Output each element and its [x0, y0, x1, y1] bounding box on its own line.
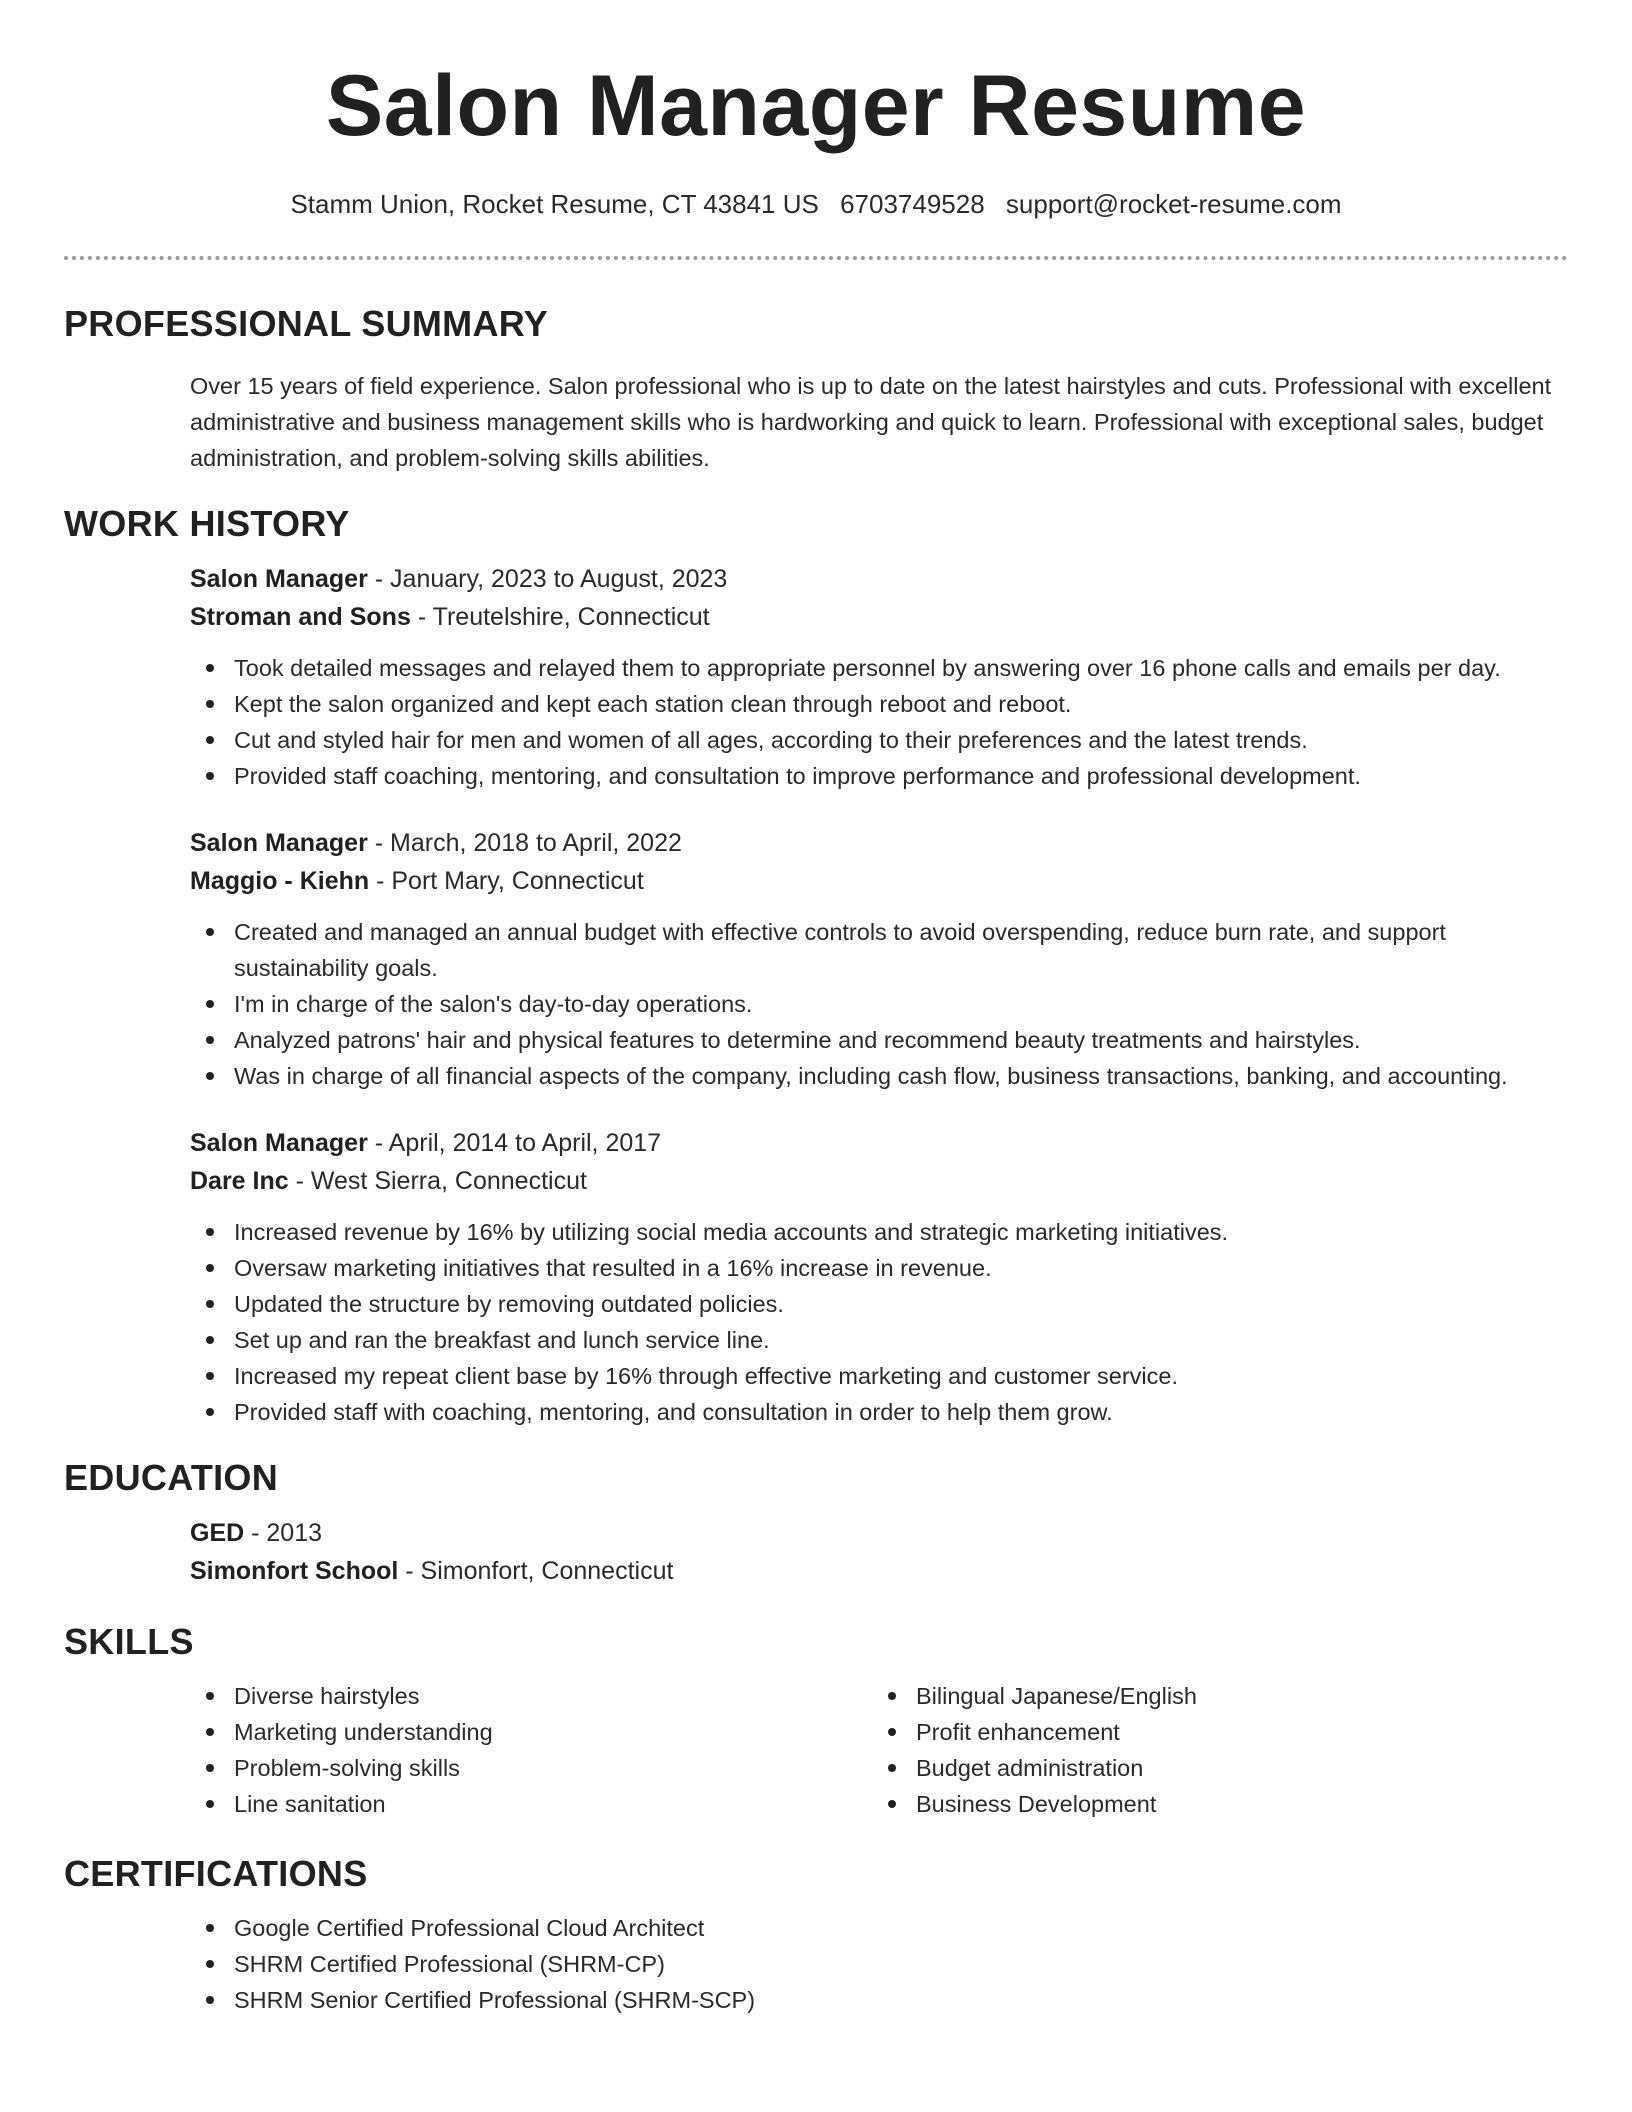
skills-heading: SKILLS — [64, 1621, 194, 1662]
list-item: Created and managed an annual budget with effective controls to avoid overspending, reduce burn rate, and support sustainability goals. — [190, 914, 1568, 986]
list-item: Took detailed messages and relayed them to appropriate personnel by answering over 16 phone calls and emails per day. — [190, 650, 1568, 686]
list-item: Increased revenue by 16% by utilizing social media accounts and strategic marketing initiatives. — [190, 1214, 1568, 1250]
job-dates: - March, 2018 to April, 2022 — [367, 829, 682, 857]
skill-item: Profit enhancement — [872, 1714, 1512, 1750]
job-title-line — [190, 824, 1568, 862]
list-item: Oversaw marketing initiatives that resulted in a 16% increase in revenue. — [190, 1250, 1568, 1286]
resume-title: Salon Manager Resume — [325, 58, 1307, 154]
job-company-line — [190, 1162, 1568, 1200]
job-bullets — [190, 914, 1568, 1094]
summary-heading: PROFESSIONAL SUMMARY — [64, 303, 549, 344]
contact-line — [64, 188, 1568, 220]
job-title-line — [190, 560, 1568, 598]
work-history-heading: WORK HISTORY — [64, 503, 350, 544]
certification-item: SHRM Certified Professional (SHRM-CP) — [190, 1946, 1568, 1982]
skill-item: Diverse hairstyles — [190, 1678, 872, 1714]
job-company-line — [190, 862, 1568, 900]
contact-phone: 6703749528 — [840, 189, 985, 219]
job-entry-3 — [190, 1124, 1568, 1430]
job-title-line — [190, 1124, 1568, 1162]
skill-item: Budget administration — [872, 1750, 1512, 1786]
job-title: Salon Manager — [190, 565, 368, 593]
list-item: Was in charge of all financial aspects of the company, including cash flow, business transactions, banking, and accounting. — [190, 1058, 1568, 1094]
education-heading: EDUCATION — [64, 1457, 279, 1498]
resume-page — [64, 0, 1568, 2018]
skill-item: Bilingual Japanese/English — [872, 1678, 1512, 1714]
contact-address: Stamm Union, Rocket Resume, CT 43841 US — [290, 189, 819, 219]
contact-email: support@rocket-resume.com — [1005, 189, 1342, 219]
certification-item: Google Certified Professional Cloud Architect — [190, 1910, 1568, 1946]
job-dates: - April, 2014 to April, 2017 — [367, 1129, 662, 1157]
list-item: Updated the structure by removing outdated policies. — [190, 1286, 1568, 1322]
job-location: - West Sierra, Connecticut — [288, 1167, 587, 1195]
job-title: Salon Manager — [190, 1129, 368, 1157]
job-location: - Treutelshire, Connecticut — [410, 603, 710, 631]
job-entry-1 — [190, 560, 1568, 794]
job-dates: - January, 2023 to August, 2023 — [367, 565, 728, 593]
list-item: Provided staff with coaching, mentoring, and consultation in order to help them grow. — [190, 1394, 1568, 1430]
list-item: Cut and styled hair for men and women of all ages, according to their preferences and the latest trends. — [190, 722, 1568, 758]
job-bullets — [190, 650, 1568, 794]
skill-item: Marketing understanding — [190, 1714, 872, 1750]
summary-text: Over 15 years of field experience. Salon professional who is up to date on the latest hairstyles and cuts. Professional with excellent administrative and business management skills who is hardworking and quick to learn. Professional with exceptional sales, budget administration, and problem-solving skills abilities. — [190, 373, 1552, 471]
degree-year: - 2013 — [244, 1519, 323, 1547]
certifications-list — [190, 1910, 1568, 2018]
list-item: Provided staff coaching, mentoring, and consultation to improve performance and professional development. — [190, 758, 1568, 794]
job-title: Salon Manager — [190, 829, 368, 857]
certification-item: SHRM Senior Certified Professional (SHRM-SCP) — [190, 1982, 1568, 2018]
list-item: Increased my repeat client base by 16% through effective marketing and customer service. — [190, 1358, 1568, 1394]
education-entry — [190, 1514, 1568, 1590]
job-location: - Port Mary, Connecticut — [369, 867, 644, 895]
skill-item: Problem-solving skills — [190, 1750, 872, 1786]
school-name: Simonfort School — [190, 1557, 399, 1585]
list-item: Analyzed patrons' hair and physical features to determine and recommend beauty treatments and hairstyles. — [190, 1022, 1568, 1058]
job-company: Stroman and Sons — [190, 603, 411, 631]
job-bullets — [190, 1214, 1568, 1430]
degree: GED — [190, 1519, 245, 1547]
job-company: Dare Inc — [190, 1167, 289, 1195]
certifications-heading: CERTIFICATIONS — [64, 1853, 368, 1894]
skills-left-column — [190, 1678, 872, 1822]
skills-grid — [190, 1678, 1568, 1822]
skills-right-column — [872, 1678, 1512, 1822]
header-divider — [64, 256, 1568, 260]
list-item: Set up and ran the breakfast and lunch service line. — [190, 1322, 1568, 1358]
job-entry-2 — [190, 824, 1568, 1094]
degree-line — [190, 1514, 1568, 1552]
skill-item: Business Development — [872, 1786, 1512, 1822]
list-item: Kept the salon organized and kept each station clean through reboot and reboot. — [190, 686, 1568, 722]
job-company-line — [190, 598, 1568, 636]
skill-item: Line sanitation — [190, 1786, 872, 1822]
list-item: I'm in charge of the salon's day-to-day operations. — [190, 986, 1568, 1022]
school-location: - Simonfort, Connecticut — [398, 1557, 674, 1585]
job-company: Maggio - Kiehn — [190, 867, 370, 895]
school-line — [190, 1552, 1568, 1590]
